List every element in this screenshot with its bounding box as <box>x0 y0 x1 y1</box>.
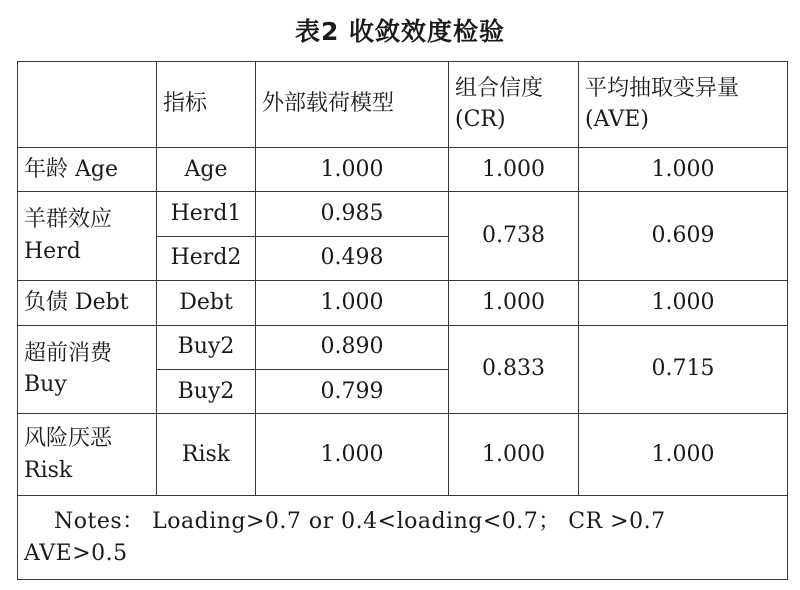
ave-risk: 1.000 <box>579 414 788 496</box>
item-debt: Debt <box>157 281 256 325</box>
convergent-validity-table <box>17 61 788 580</box>
notes-line-2: AVE>0.5 <box>24 540 128 566</box>
table-title: 表2 收敛效度检验 <box>294 17 506 46</box>
loading-herd2: 0.498 <box>256 236 449 280</box>
cr-age: 1.000 <box>449 147 579 191</box>
item-buy2: Buy2 <box>157 369 256 413</box>
construct-age: 年龄 Age <box>18 147 157 191</box>
cr-buy: 0.833 <box>449 325 579 414</box>
notes-row <box>18 496 788 580</box>
notes-line-1: Notes： Loading>0.7 or 0.4<loading<0.7； CR >0.7 <box>54 508 666 534</box>
loading-buy2: 0.799 <box>256 369 449 413</box>
header-loading: 外部载荷模型 <box>256 62 449 148</box>
ave-herd: 0.609 <box>579 192 788 281</box>
table-row-buy1 <box>18 325 788 369</box>
header-cr: 组合信度(CR) <box>449 62 579 148</box>
header-corner-cell <box>18 62 157 148</box>
construct-buy: 超前消费 Buy <box>18 325 157 414</box>
loading-risk: 1.000 <box>256 414 449 496</box>
item-buy1: Buy2 <box>157 325 256 369</box>
item-herd2: Herd2 <box>157 236 256 280</box>
ave-age: 1.000 <box>579 147 788 191</box>
item-risk: Risk <box>157 414 256 496</box>
ave-debt: 1.000 <box>579 281 788 325</box>
table-row-risk <box>18 414 788 496</box>
loading-herd1: 0.985 <box>256 192 449 236</box>
item-herd1: Herd1 <box>157 192 256 236</box>
loading-debt: 1.000 <box>256 281 449 325</box>
construct-debt: 负债 Debt <box>18 281 157 325</box>
header-ave: 平均抽取变异量(AVE) <box>579 62 788 148</box>
ave-buy: 0.715 <box>579 325 788 414</box>
header-row <box>18 62 788 148</box>
table-row-herd1 <box>18 192 788 236</box>
notes-cell <box>18 496 788 580</box>
cr-debt: 1.000 <box>449 281 579 325</box>
loading-buy1: 0.890 <box>256 325 449 369</box>
construct-risk: 风险厌恶 Risk <box>18 414 157 496</box>
cr-herd: 0.738 <box>449 192 579 281</box>
header-indicator: 指标 <box>157 62 256 148</box>
loading-age: 1.000 <box>256 147 449 191</box>
table-row-debt <box>18 281 788 325</box>
table-row-age <box>18 147 788 191</box>
construct-herd: 羊群效应 Herd <box>18 192 157 281</box>
cr-risk: 1.000 <box>449 414 579 496</box>
item-age: Age <box>157 147 256 191</box>
